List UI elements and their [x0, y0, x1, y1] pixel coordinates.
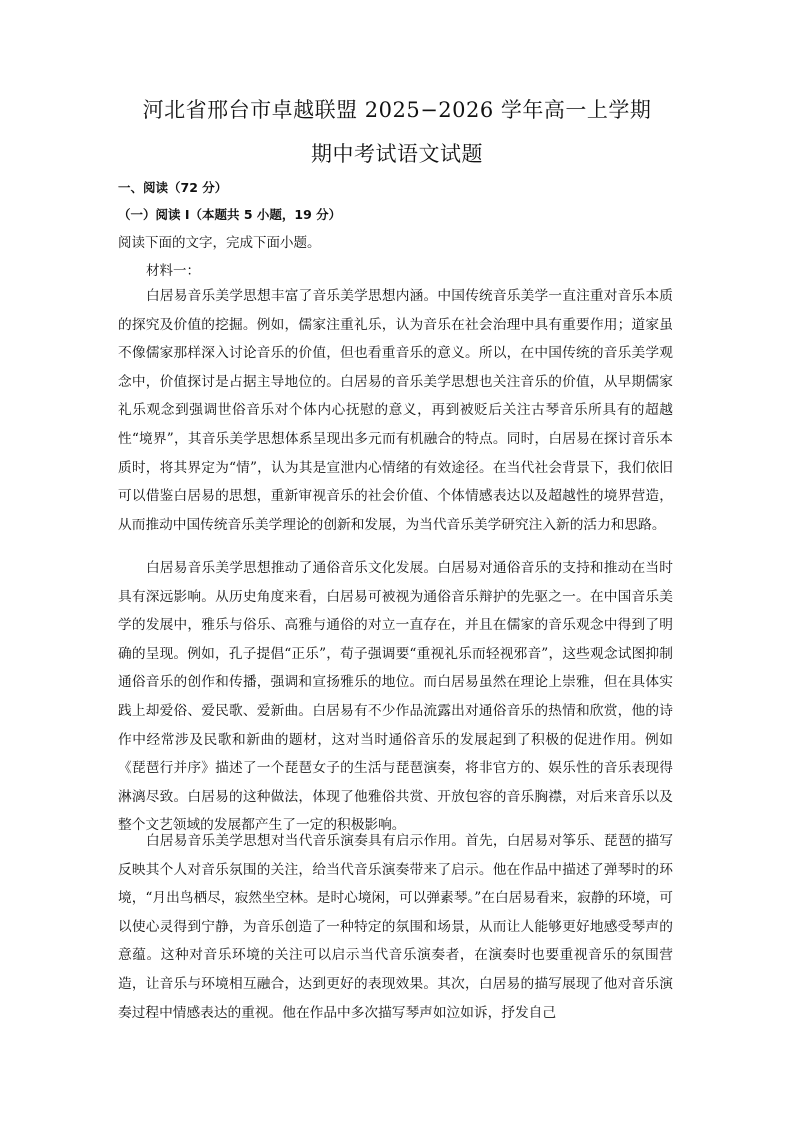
- paragraph-3: 白居易音乐美学思想对当代音乐演奏具有启示作用。首先，白居易对筝乐、琵琶的描写反映其个人对音乐氛围的关注，给当代音乐演奏带来了启示。他在作品中描述了弹琴时的环境，“月出鸟栖尽，寂然坐空林。是时心境闲，可以弹素琴。”在白居易看来，寂静的环境，可以使心灵得到宁静，为音乐创造了一种特定的氛围和场景，从而让人能够更好地感受琴声的意蕴。这种对音乐环境的关注可以启示当代音乐演奏者，在演奏时也要重视音乐的氛围营造，让音乐与环境相互融合，达到更好的表现效果。其次，白居易的描写展现了他对音乐演奏过程中情感表达的重视。他在作品中多次描写琴声如泣如诉，抒发自己: [118, 833, 673, 1021]
- paragraph-2: 白居易音乐美学思想推动了通俗音乐文化发展。白居易对通俗音乐的支持和推动在当时具有深远影响。从历史角度来看，白居易可被视为通俗音乐辩护的先驱之一。在中国音乐美学的发展中，雅乐与俗乐、高雅与通俗的对立一直存在，并且在儒家的音乐观念中得到了明确的呈现。例如，孔子提倡“正乐”，荀子强调要“重视礼乐而轻视邪音”，这些观念试图抑制通俗音乐的创作和传播，强调和宣扬雅乐的地位。而白居易虽然在理论上崇雅，但在具体实践上却爱俗、爱民歌、爱新曲。白居易有不少作品流露出对通俗音乐的热情和欣赏，他的诗作中经常涉及民歌和新曲的题材，这对当时通俗音乐的发展起到了积极的促进作用。例如《琵琶行并序》描述了一个琵琶女子的生活与琵琶演奏，将非官方的、娱乐性的音乐表现得淋漓尽致。白居易的这种做法，体现了他雅俗共赏、开放包容的音乐胸襟，对后来音乐以及整个文艺领域的发展都产生了一定的积极影响。: [118, 560, 673, 834]
- section-heading: 一、阅读（72 分）: [118, 180, 228, 195]
- exam-title-line-1: 河北省邢台市卓越联盟 2025−2026 学年高一上学期: [142, 98, 652, 122]
- material-label: 材料一：: [146, 263, 200, 279]
- reading-instruction: 阅读下面的文字，完成下面小题。: [118, 235, 321, 251]
- paragraph-1: 白居易音乐美学思想丰富了音乐美学思想内涵。中国传统音乐美学一直注重对音乐本质的探究及价值的挖掘。例如，儒家注重礼乐，认为音乐在社会治理中具有重要作用；道家虽不像儒家那样深入讨论音乐的价值，但也看重音乐的意义。所以，在中国传统的音乐美学观念中，价值探讨是占据主导地位的。白居易的音乐美学思想也关注音乐的价值，从早期儒家礼乐观念到强调世俗音乐对个体内心抚慰的意义，再到被贬后关注古琴音乐所具有的超越性“境界”，其音乐美学思想体系呈现出多元而有机融合的特点。同时，白居易在探讨音乐本质时，将其界定为“情”，认为其是宣泄内心情绪的有效途径。在当代社会背景下，我们依旧可以借鉴白居易的思想，重新审视音乐的社会价值、个体情感表达以及超越性的境界营造，从而推动中国传统音乐美学理论的创新和发展，为当代音乐美学研究注入新的活力和思路。: [118, 288, 673, 533]
- exam-title-line-2: 期中考试语文试题: [311, 142, 483, 166]
- subsection-heading: （一）阅读 I（本题共 5 小题，19 分）: [118, 207, 342, 222]
